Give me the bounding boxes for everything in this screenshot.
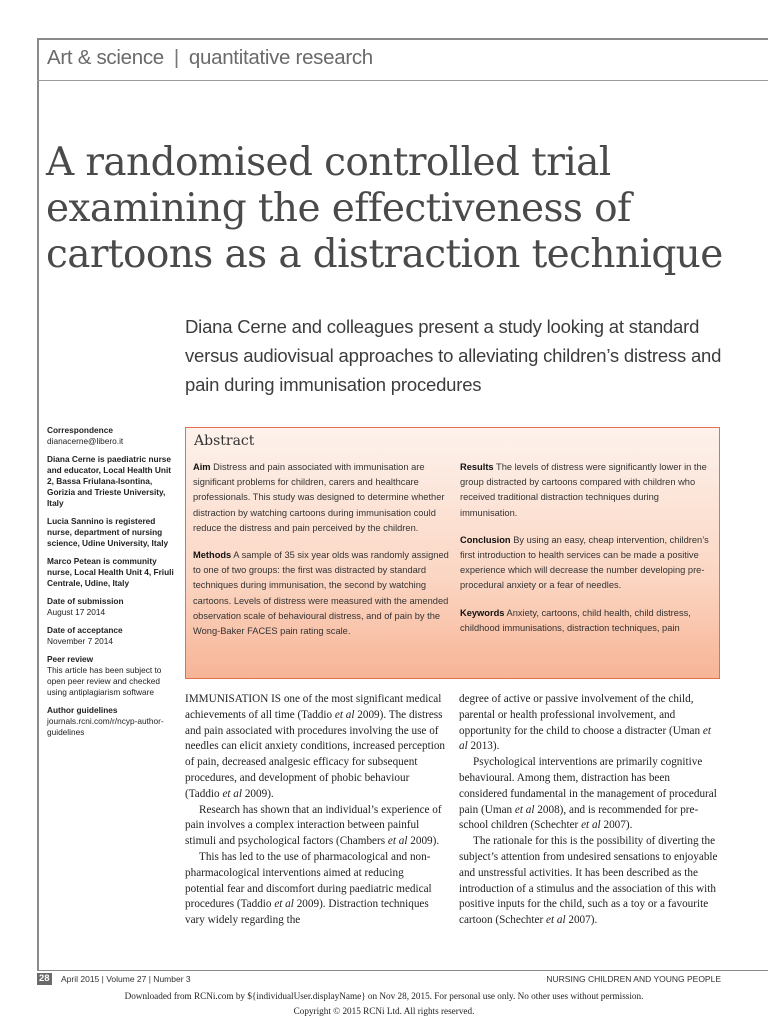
body-text: 2009). Distraction techniques vary widely regarding the: [185, 898, 429, 927]
abstract-results: [460, 460, 716, 521]
keywords-text: Anxiety, cartoons, child health, child distress, childhood immunisations, distraction techniques, pain: [460, 607, 691, 633]
body-italic: et al: [581, 819, 601, 832]
body-paragraph: [459, 834, 721, 929]
body-text: Psychological interventions are primarily cognitive behavioural. Among them, distraction has been considered fundamental in the management of procedural pain (Uman: [459, 756, 717, 816]
keywords-label: Keywords: [460, 607, 505, 618]
abstract-right-column: [460, 460, 716, 648]
peer-review-block: [47, 654, 175, 698]
methods-label: Methods: [193, 550, 232, 561]
abstract-box: [185, 427, 720, 679]
body-paragraph: [185, 803, 445, 850]
body-text: 2009). The distress and pain associated with procedures involving the use of needles can elicit anxiety conditions, increased perception of pain, decreased analgesic efficacy for subsequent procedures, and development of phobic behaviour (Taddio: [185, 708, 446, 800]
issue-info: April 2015 | Volume 27 | Number 3: [61, 974, 191, 984]
frame-left-rule: [37, 38, 39, 970]
results-label: Results: [460, 462, 494, 472]
body-italic: et al: [387, 835, 408, 848]
body-text: The rationale for this is the possibility of diverting the subject’s attention from undesired sensations to enjoyable and unstressful activities. It has been described as the introduction of a stimulus and the association of this with positive inputs for the child, such as a toy or a favourite cartoon (Schechter: [459, 835, 718, 927]
correspondence-block: [47, 425, 175, 447]
body-italic: et al: [545, 914, 566, 927]
author-3-affiliation: Marco Petean is community nurse, Local Health Unit 4, Friuli Centrale, Udine, Italy: [47, 556, 174, 588]
section-separator: |: [173, 46, 179, 69]
journal-name: NURSING CHILDREN AND YOUNG PEOPLE: [546, 974, 721, 984]
correspondence-label: Correspondence: [47, 425, 113, 435]
aim-label: Aim: [193, 462, 211, 472]
body-column-right: [459, 692, 721, 929]
results-text: The levels of distress were significantly lower in the group distracted by cartoons compared with children who received traditional distraction techniques during immunisation.: [460, 462, 707, 518]
author-affiliation: [47, 454, 175, 509]
header-divider: [37, 80, 768, 81]
peer-review-label: Peer review: [47, 654, 94, 664]
section-header: [47, 46, 373, 70]
author-sidebar: [47, 425, 175, 745]
author-affiliation: [47, 516, 175, 549]
body-italic: et al: [334, 708, 355, 721]
conclusion-text: By using an easy, cheap intervention, children’s first introduction to health services can be made a positive experience which will decrease the number developing pre-procedural anxiety or a fear of needles.: [460, 534, 709, 591]
abstract-methods: [193, 548, 449, 639]
download-notice: Downloaded from RCNi.com by ${individualUser.displayName} on Nov 28, 2015. For personal use only. No other uses without permission.: [124, 991, 644, 1001]
body-text: 2009).: [242, 787, 274, 800]
body-paragraph: [185, 692, 445, 803]
copyright-notice: Copyright © 2015 RCNi Ltd. All rights reserved.: [293, 1006, 475, 1016]
conclusion-label: Conclusion: [460, 534, 511, 545]
body-text: 2013).: [467, 740, 500, 753]
body-italic: et al: [514, 803, 535, 816]
abstract-conclusion: [460, 533, 716, 594]
author-affiliation: [47, 556, 175, 589]
acceptance-block: [47, 625, 175, 647]
author-2-affiliation: Lucia Sannino is registered nurse, department of nursing science, Udine University, Italy: [47, 516, 169, 548]
subsection-name: quantitative research: [188, 46, 373, 69]
correspondence-email[interactable]: dianacerne@libero.it: [47, 436, 124, 446]
body-text: This has led to the use of pharmacological and non-pharmacological interventions aimed at reducing potential fear and discomfort during paediatric medical procedures (Taddio: [185, 850, 432, 911]
body-paragraph: [459, 692, 721, 755]
page-footer: [37, 970, 768, 984]
page-number: 28: [39, 973, 50, 984]
body-paragraph: [459, 755, 721, 834]
body-text: IMMUNISATION IS one of the most significant medical achievements of all time (Taddio: [185, 693, 442, 721]
aim-text: Distress and pain associated with immunisation are significant problems for children, carers and healthcare professionals. This study was designed to determine whether distraction by watching cartoons during immunisation could reduce the distress and pain perceived by the children.: [193, 462, 445, 533]
body-italic: et al: [222, 787, 243, 800]
body-column-left: [185, 692, 445, 929]
peer-review-text: This article has been subject to open peer review and checked using antiplagiarism software: [47, 665, 162, 697]
abstract-aim: [193, 460, 449, 536]
submission-block: [47, 596, 175, 618]
body-italic: et al: [459, 724, 711, 753]
body-text: 2007).: [600, 819, 633, 832]
body-text: degree of active or passive involvement of the child, parental or health professional involvement, and opportunity for the child to choose a distracter (Uman: [459, 693, 703, 737]
guidelines-label: Author guidelines: [47, 705, 118, 715]
author-1-affiliation: Diana Cerne is paediatric nurse and educator, Local Health Unit 2, Bassa Friulana-Isontina, Gorizia and Trieste University, Italy: [47, 454, 172, 508]
body-text: 2007).: [565, 914, 598, 927]
section-name: Art & science: [47, 46, 164, 69]
submission-label: Date of submission: [47, 596, 124, 606]
article-standfirst: Diana Cerne and colleagues present a study looking at standard versus audiovisual approaches to alleviating children’s distress and pain during immunisation procedures: [185, 316, 722, 395]
abstract-keywords: [460, 606, 716, 636]
body-italic: et al: [274, 898, 294, 911]
submission-date: August 17 2014: [47, 607, 106, 617]
body-text: 2008), and is recommended for pre-school children (Schechter: [459, 803, 699, 832]
guidelines-link[interactable]: journals.rcni.com/r/ncyp-author-guidelines: [47, 716, 164, 737]
abstract-heading: Abstract: [194, 433, 255, 449]
article-title: A randomised controlled trial examining the effectiveness of cartoons as a distraction technique: [46, 140, 723, 277]
body-text: Research has shown that an individual’s experience of pain involves a complex interaction between painful stimuli and psychological factors (Chambers: [185, 803, 442, 848]
abstract-left-column: [193, 460, 449, 651]
body-text: 2009).: [407, 835, 440, 848]
acceptance-label: Date of acceptance: [47, 625, 123, 635]
methods-text: A sample of 35 six year olds was randomly assigned to one of two groups: the first was distracted by standard techniques during immunisation, the second by watching cartoons. Levels of distress were measured with the amended observation scale of behavioural distress, and of pain by the Wong-Baker FACES pain rating scale.: [193, 550, 449, 637]
frame-top-rule: [37, 38, 768, 40]
guidelines-block: [47, 705, 175, 738]
body-paragraph: [185, 850, 445, 929]
acceptance-date: November 7 2014: [47, 636, 113, 646]
